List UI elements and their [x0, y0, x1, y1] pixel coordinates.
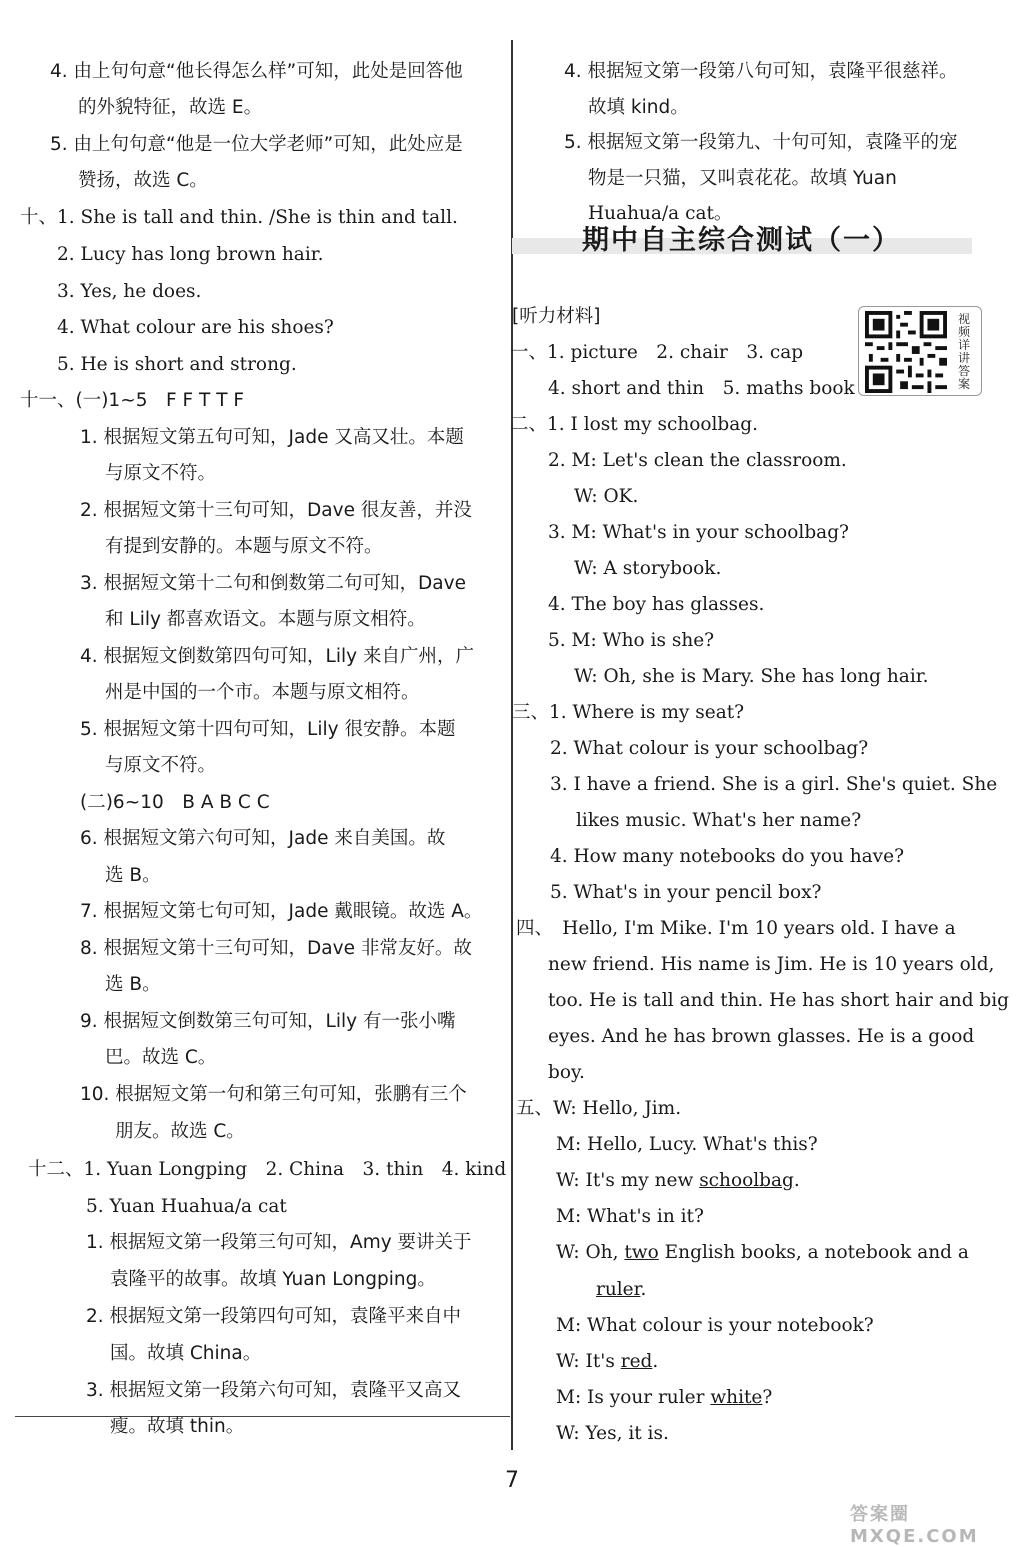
- text-line: 赞扬，故选 C。: [78, 170, 208, 191]
- text-line: 与原文不符。: [105, 463, 217, 484]
- text-line: 选 B。: [105, 865, 161, 886]
- text-line: 和 Lily 都喜欢语文。本题与原文相符。: [105, 609, 426, 630]
- underlined-answer: ruler: [596, 1279, 641, 1300]
- text-line: 有提到安静的。本题与原文不符。: [105, 536, 383, 557]
- text-line: W: Yes, it is.: [556, 1423, 669, 1444]
- bottom-rule: [15, 1416, 510, 1417]
- text-line: 6. 根据短文第六句可知，Jade 来自美国。故: [80, 828, 446, 849]
- line-text: English books, a notebook and a: [658, 1242, 969, 1263]
- text-line: 5. 根据短文第十四句可知，Lily 很安静。本题: [80, 719, 456, 740]
- text-line: (二)6~10 B A B C C: [80, 792, 270, 813]
- text-line: 3. M: What's in your schoolbag?: [548, 522, 849, 543]
- text-line: 5. What's in your pencil box?: [550, 882, 822, 903]
- text-line: 4. What colour are his shoes?: [57, 317, 334, 338]
- text-line: W: A storybook.: [574, 558, 722, 579]
- line-text: W: Oh,: [556, 1242, 625, 1263]
- line-text: M: Is your ruler: [556, 1387, 711, 1408]
- text-line: [556, 1239, 969, 1267]
- text-line: 4. The boy has glasses.: [548, 594, 765, 615]
- text-line: 朋友。故选 C。: [115, 1121, 245, 1142]
- text-line: [556, 1384, 772, 1412]
- text-line: M: Hello, Lucy. What's this?: [556, 1134, 818, 1155]
- listening-label: [听力材料]: [512, 306, 601, 327]
- text-line: 十、1. She is tall and thin. /She is thin and tall.: [20, 207, 458, 228]
- punctuation: .: [652, 1351, 659, 1372]
- text-line: 2. What colour is your schoolbag?: [550, 738, 869, 759]
- punctuation: ?: [762, 1387, 773, 1408]
- text-line: 四、 Hello, I'm Mike. I'm 10 years old. I have a: [516, 918, 956, 939]
- text-line: boy.: [548, 1062, 585, 1083]
- qr-code[interactable]: [858, 306, 982, 396]
- qr-code-icon: [865, 311, 947, 393]
- underlined-answer: red: [620, 1351, 653, 1372]
- text-line: 4. How many notebooks do you have?: [550, 846, 904, 867]
- text-line: 十二、1. Yuan Longping 2. China 3. thin 4. kind: [28, 1159, 507, 1180]
- text-line: 1. 根据短文第一段第三句可知，Amy 要讲关于: [86, 1232, 472, 1253]
- line-text: W: It's: [556, 1351, 621, 1372]
- underlined-answer: schoolbag: [699, 1170, 794, 1191]
- text-line: 3. I have a friend. She is a girl. She's quiet. She: [550, 774, 998, 795]
- text-line: 2. M: Let's clean the classroom.: [548, 450, 847, 471]
- text-line: 2. 根据短文第十三句可知，Dave 很友善，并没: [80, 500, 472, 521]
- text-line: 五、W: Hello, Jim.: [516, 1098, 682, 1119]
- text-line: M: What's in it?: [556, 1206, 704, 1227]
- text-line: new friend. His name is Jim. He is 10 years old,: [548, 954, 995, 975]
- text-line: 5. 由上句句意“他是一位大学老师”可知，此处应是: [50, 134, 463, 155]
- text-line: 9. 根据短文倒数第三句可知，Lily 有一张小嘴: [80, 1011, 456, 1032]
- text-line: 5. 根据短文第一段第九、十句可知，袁隆平的宠: [564, 132, 958, 153]
- text-line: [556, 1348, 658, 1376]
- text-line: 物是一只猫，又叫袁花花。故填 Yuan: [588, 168, 897, 189]
- text-line: 4. 根据短文第一段第八句可知，袁隆平很慈祥。: [564, 61, 958, 82]
- text-line: 2. 根据短文第一段第四句可知，袁隆平来自中: [86, 1306, 462, 1327]
- text-line: [596, 1276, 646, 1304]
- page-number: 7: [505, 1468, 519, 1493]
- text-line: 4. 根据短文倒数第四句可知，Lily 来自广州，广: [80, 646, 474, 667]
- text-line: 3. 根据短文第十二句和倒数第二句可知，Dave: [80, 573, 466, 594]
- text-line: 4. 由上句句意“他长得怎么样”可知，此处是回答他: [50, 61, 463, 82]
- text-line: W: OK.: [574, 486, 639, 507]
- text-line: 巴。故选 C。: [105, 1047, 217, 1068]
- text-line: likes music. What's her name?: [576, 810, 862, 831]
- underlined-answer: two: [624, 1242, 659, 1263]
- text-line: 5. M: Who is she?: [548, 630, 715, 651]
- text-line: 十一、(一)1~5 F F T T F: [20, 390, 245, 411]
- qr-caption: 视频详讲答案: [957, 312, 970, 391]
- punctuation: .: [640, 1279, 647, 1300]
- text-line: 8. 根据短文第十三句可知，Dave 非常友好。故: [80, 938, 472, 959]
- section-title: 期中自主综合测试（一）: [582, 225, 901, 256]
- text-line: 3. 根据短文第一段第六句可知，袁隆平又高又: [86, 1380, 462, 1401]
- text-line: eyes. And he has brown glasses. He is a good: [548, 1026, 975, 1047]
- text-line: too. He is tall and thin. He has short hair and big: [548, 990, 1010, 1011]
- watermark: 答案圈 MXQE.COM: [850, 1504, 979, 1547]
- text-line: 与原文不符。: [105, 755, 217, 776]
- text-line: 国。故填 China。: [110, 1343, 262, 1364]
- text-line: 二、1. I lost my schoolbag.: [510, 414, 759, 435]
- text-line: 瘦。故填 thin。: [110, 1416, 245, 1437]
- text-line: M: What colour is your notebook?: [556, 1315, 874, 1336]
- text-line: 5. Yuan Huahua/a cat: [86, 1196, 287, 1217]
- text-line: 一、1. picture 2. chair 3. cap: [510, 342, 804, 363]
- text-line: 7. 根据短文第七句可知，Jade 戴眼镜。故选 A。: [80, 901, 483, 922]
- text-line: 10. 根据短文第一句和第三句可知，张鹏有三个: [80, 1084, 467, 1105]
- text-line: Huahua/a cat。: [588, 203, 733, 224]
- line-text: W: It's my new: [556, 1170, 700, 1191]
- text-line: 5. He is short and strong.: [57, 354, 297, 375]
- punctuation: .: [793, 1170, 800, 1191]
- text-line: 2. Lucy has long brown hair.: [57, 244, 324, 265]
- text-line: 袁隆平的故事。故填 Yuan Longping。: [110, 1269, 436, 1290]
- text-line: [556, 1167, 800, 1195]
- underlined-answer: white: [710, 1387, 763, 1408]
- text-line: 的外貌特征，故选 E。: [78, 97, 263, 118]
- text-line: 4. short and thin 5. maths book: [548, 378, 855, 399]
- text-line: W: Oh, she is Mary. She has long hair.: [574, 666, 929, 687]
- text-line: 3. Yes, he does.: [57, 281, 202, 302]
- text-line: 故填 kind。: [588, 97, 689, 118]
- text-line: 选 B。: [105, 974, 161, 995]
- text-line: 州是中国的一个市。本题与原文相符。: [105, 682, 420, 703]
- text-line: 三、1. Where is my seat?: [512, 702, 745, 723]
- text-line: 1. 根据短文第五句可知，Jade 又高又壮。本题: [80, 427, 464, 448]
